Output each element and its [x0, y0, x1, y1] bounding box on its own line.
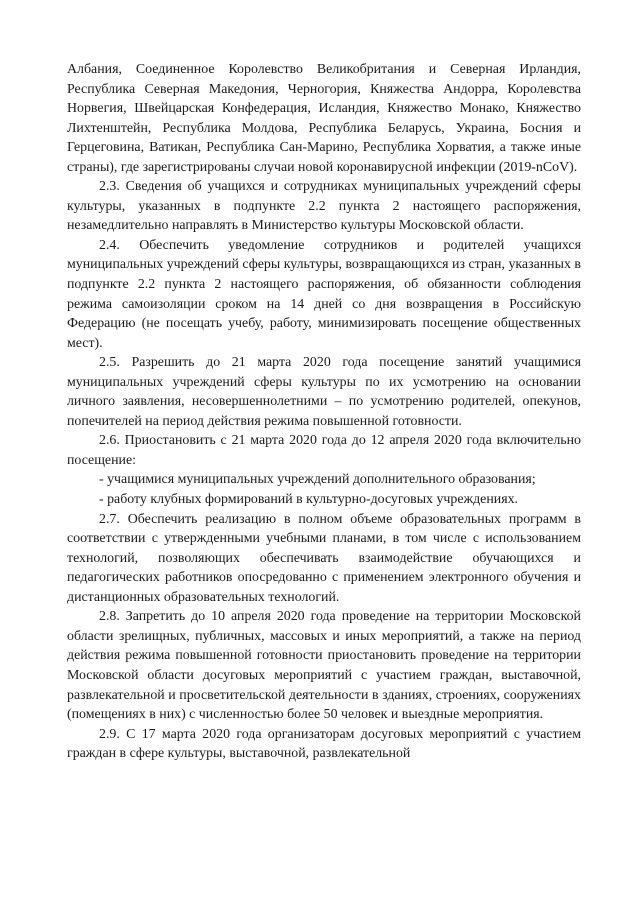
clause-2-9: 2.9. С 17 марта 2020 года организаторам досуговых мероприятий с участием граждан в сфере культуры, выставочной, развлекательной — [67, 726, 581, 762]
clause-2-6-item-1: - учащимися муниципальных учреждений дополнительного образования; — [99, 472, 536, 488]
clause-2-7: 2.7. Обеспечить реализацию в полном объеме образовательных программ в соответствии с утвержденными учебными планами, в том числе с использованием технологий, позволяющих обеспечивать взаимодействие обучающихся и педагогических работников опосредованно с применением электронного обучения и дистанционных образовательных технологий. — [67, 511, 581, 605]
clause-2-6-item-2: - работу клубных формирований в культурно-досуговых учреждениях. — [99, 492, 519, 508]
clause-2-5: 2.5. Разрешить до 21 марта 2020 года посещение занятий учащимися муниципальных учреждений сферы культуры по их усмотрению на основании личного заявления, несовершеннолетними – по усмотрению родителей, опекунов, попечителей на период действия режима повышенной готовности. — [67, 355, 581, 429]
document-page — [67, 60, 581, 764]
clause-2-6: 2.6. Приостановить с 21 марта 2020 года до 12 апреля 2020 года включительно посещение: — [67, 433, 581, 468]
continuation-paragraph: Албания, Соединенное Королевство Великобритания и Северная Ирландия, Республика Северная Македония, Черногория, Княжества Андорра, Королевства Норвегия, Швейцарская Конфедерация, Исландия, Княжество Монако, Княжество Лихтенштейн, Республика Молдова, Республика Беларусь, Украина, Босния и Герцеговина, Ватикан, Республика Сан-Марино, Республика Хорватия, а также иные страны), где зарегистрированы случаи новой коронавирусной инфекции (2019-nCoV). — [67, 62, 581, 175]
clause-2-4: 2.4. Обеспечить уведомление сотрудников и родителей учащихся муниципальных учреждений сферы культуры, возвращающихся из стран, указанных в подпункте 2.2 пункта 2 настоящего распоряжения, об обязанности соблюдения режима самоизоляции сроком на 14 дней со дня возвращения в Российскую Федерацию (не посещать учебу, работу, минимизировать посещение общественных мест). — [67, 237, 581, 351]
clause-2-3: 2.3. Сведения об учащихся и сотрудниках муниципальных учреждений сферы культуры, указанных в подпункте 2.2 пункта 2 настоящего распоряжения, незамедлительно направлять в Министерство культуры Московской области. — [67, 179, 581, 234]
clause-2-8: 2.8. Запретить до 10 апреля 2020 года проведение на территории Московской области зрелищных, публичных, массовых и иных мероприятий, а также на период действия режима повышенной готовности приостановить проведение на территории Московской области досуговых мероприятий с участием граждан, выставочной, развлекательной и просветительской деятельности в зданиях, строениях, сооружениях (помещениях в них) с численностью более 50 человек и выездные мероприятия. — [67, 609, 581, 723]
